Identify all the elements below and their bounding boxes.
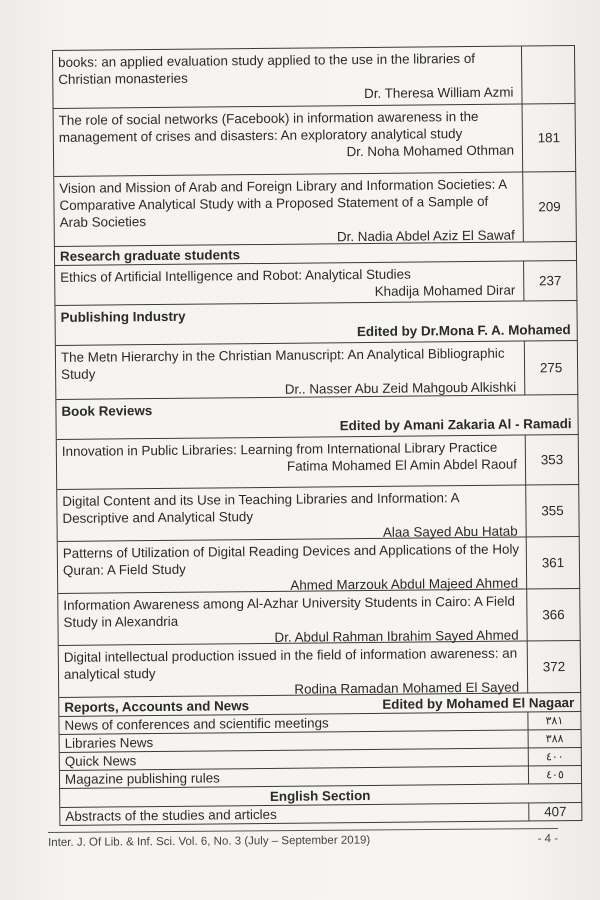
toc-entry — [55, 261, 577, 306]
footer-citation: Inter. J. Of Lib. & Inf. Sci. Vol. 6, No. 3 (July – September 2019) — [48, 834, 371, 849]
entry-page: ٣٨١ — [545, 715, 564, 728]
footer-page-number: - 4 - — [537, 832, 559, 846]
entry-title: Quick News — [64, 753, 137, 769]
entry-page: 361 — [541, 555, 565, 571]
entry-author: Alaa Sayed Abu Hatab — [382, 523, 518, 540]
entry-title: Digital intellectual production issued in the field of information awareness: an analytical study — [63, 645, 518, 682]
toc-entry — [57, 435, 579, 490]
entry-author: Khadija Mohamed Dirar — [374, 282, 516, 299]
toc-entry — [58, 537, 580, 594]
section-editor: Edited by Mohamed El Nagaar — [382, 695, 575, 712]
toc-entry — [59, 641, 581, 698]
section-heading-english: English Section — [60, 784, 582, 808]
entry-title: Innovation in Public Libraries: Learning from International Library Practice — [61, 439, 498, 459]
entry-author: Rodina Ramadan Mohamed El Sayed — [294, 679, 520, 697]
entry-page: 209 — [538, 199, 561, 215]
entry-author: Dr. Noha Mohamed Othman — [346, 142, 515, 160]
toc-entry — [54, 172, 577, 247]
section-title: Reports, Accounts and News — [64, 698, 250, 715]
entry-title: Magazine publishing rules — [64, 770, 220, 787]
entry-author: Dr. Theresa William Azmi — [364, 84, 514, 102]
entry-title: Digital Content and its Use in Teaching Libraries and Information: A Descriptive and Analytical Study — [62, 490, 459, 526]
entry-page: 353 — [540, 452, 564, 468]
entry-title: Patterns of Utilization of Digital Reading Devices and Applications of the Holy Quran: A Field Study — [62, 541, 520, 578]
entry-page: ٣٨٨ — [545, 733, 564, 746]
entry-page: ٤٠٠ — [545, 751, 564, 764]
entry-page: 372 — [542, 659, 566, 675]
entry-page: ٤٠٥ — [546, 769, 564, 782]
entry-page: 181 — [537, 130, 561, 146]
entry-title: Libraries News — [64, 735, 154, 751]
toc-entry — [53, 46, 576, 109]
entry-title: News of conferences and scientific meetings — [64, 715, 329, 733]
entry-page: 355 — [541, 503, 564, 519]
page-footer — [48, 828, 558, 849]
entry-page: 366 — [542, 607, 565, 623]
entry-author: Ahmed Marzouk Abdul Majeed Ahmed — [290, 575, 519, 593]
entry-page: 407 — [544, 804, 567, 820]
toc-entry — [57, 485, 579, 542]
entry-title: Information Awareness among Al-Azhar University Students in Cairo: A Field Study in Alexandria — [63, 593, 515, 630]
entry-author: Fatima Mohamed El Amin Abdel Raouf — [286, 456, 518, 474]
entry-page — [522, 46, 575, 103]
entry-title: The role of social networks (Facebook) in information awareness in the management of crises and disasters: An exploratory analytical study — [58, 108, 479, 145]
toc-entry — [54, 104, 577, 177]
entry-page: 237 — [538, 273, 562, 289]
toc-entry — [60, 803, 582, 826]
section-editor: Edited by Dr.Mona F. A. Mohamed — [356, 322, 571, 340]
entry-author: Dr.. Nasser Abu Zeid Mahgoub Alkishki — [284, 379, 517, 397]
table-of-contents — [52, 45, 582, 826]
entry-page: 275 — [539, 360, 563, 376]
entry-title: The Metn Hierarchy in the Christian Manuscript: An Analytical Bibliographic Study — [60, 345, 505, 382]
section-heading-publishing — [55, 301, 577, 346]
section-heading-book-reviews — [56, 395, 578, 440]
section-title: Book Reviews — [61, 403, 153, 419]
entry-title: Vision and Mission of Arab and Foreign Library and Information Societies: A Comparative Analytical Study with a Proposed Statement of a Sample of Arab Societies — [59, 176, 507, 230]
section-title: Research graduate students — [59, 247, 241, 264]
section-editor: Edited by Amani Zakaria Al - Ramadi — [339, 416, 572, 434]
entry-author: Dr. Abdul Rahman Ibrahim Sayed Ahmed — [274, 627, 519, 645]
section-title: Publishing Industry — [60, 308, 186, 325]
entry-title: books: an applied evaluation study applied to the use in the libraries of Christian monasteries — [58, 50, 476, 87]
entry-author: Dr. Nadia Abdel Aziz El Sawaf — [336, 227, 515, 245]
entry-title: Ethics of Artificial Intelligence and Robot: Analytical Studies — [60, 266, 411, 285]
toc-entry — [56, 341, 578, 400]
entry-title: Abstracts of the studies and articles — [65, 806, 277, 824]
toc-entry — [58, 589, 580, 646]
